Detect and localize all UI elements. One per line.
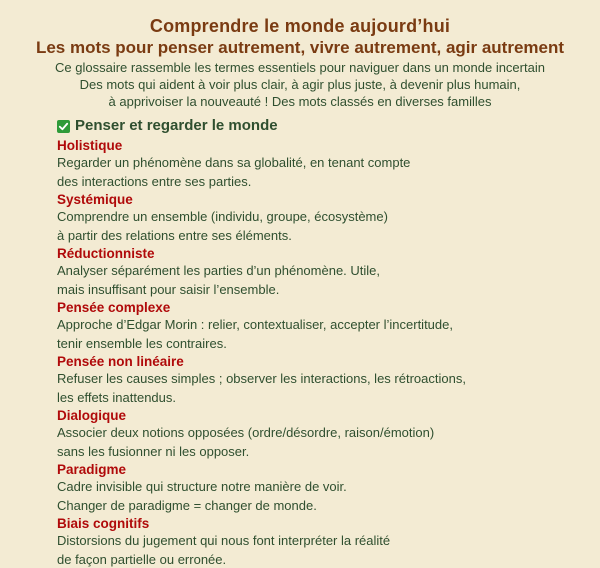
term-name: Dialogique [57, 407, 600, 424]
term-biais-cognitifs [57, 515, 600, 568]
term-definition-line: Approche d’Edgar Morin : relier, contextualiser, accepter l’incertitude, [57, 316, 600, 334]
term-name: Pensée non linéaire [57, 353, 600, 370]
term-definition-line: Regarder un phénomène dans sa globalité, en tenant compte [57, 154, 600, 172]
term-definition-line: tenir ensemble les contraires. [57, 335, 600, 353]
term-name: Systémique [57, 191, 600, 208]
term-reductionniste [57, 245, 600, 298]
term-definition-line: Cadre invisible qui structure notre manière de voir. [57, 478, 600, 496]
term-definition-line: Comprendre un ensemble (individu, groupe, écosystème) [57, 208, 600, 226]
term-definition-line: des interactions entre ses parties. [57, 173, 600, 191]
term-systemique [57, 191, 600, 244]
term-paradigme [57, 461, 600, 514]
term-definition-line: Changer de paradigme = changer de monde. [57, 497, 600, 515]
term-dialogique [57, 407, 600, 460]
intro-line-1: Ce glossaire rassemble les termes essentiels pour naviguer dans un monde incertain [0, 59, 600, 76]
term-definition-line: Distorsions du jugement qui nous font interpréter la réalité [57, 532, 600, 550]
term-pensee-complexe [57, 299, 600, 352]
term-definition-line: de façon partielle ou erronée. [57, 551, 600, 568]
section-penser-regarder [57, 116, 600, 568]
term-definition-line: mais insuffisant pour saisir l’ensemble. [57, 281, 600, 299]
terms-list [57, 137, 600, 568]
term-definition-line: sans les fusionner ni les opposer. [57, 443, 600, 461]
term-holistique [57, 137, 600, 190]
section-title-text: Penser et regarder le monde [75, 116, 278, 136]
term-definition-line: Refuser les causes simples ; observer les interactions, les rétroactions, [57, 370, 600, 388]
check-box-icon [57, 120, 70, 133]
term-pensee-non-lineaire [57, 353, 600, 406]
term-definition-line: Associer deux notions opposées (ordre/désordre, raison/émotion) [57, 424, 600, 442]
header [0, 15, 600, 110]
section-title [57, 116, 600, 136]
term-definition-line: à partir des relations entre ses éléments. [57, 227, 600, 245]
term-name: Holistique [57, 137, 600, 154]
term-name: Réductionniste [57, 245, 600, 262]
term-name: Pensée complexe [57, 299, 600, 316]
term-name: Paradigme [57, 461, 600, 478]
page-subtitle: Les mots pour penser autrement, vivre autrement, agir autrement [0, 37, 600, 59]
page-title: Comprendre le monde aujourd’hui [0, 15, 600, 37]
intro-line-3: à apprivoiser la nouveauté ! Des mots classés en diverses familles [0, 93, 600, 110]
intro-line-2: Des mots qui aident à voir plus clair, à agir plus juste, à devenir plus humain, [0, 76, 600, 93]
term-definition-line: les effets inattendus. [57, 389, 600, 407]
term-name: Biais cognitifs [57, 515, 600, 532]
term-definition-line: Analyser séparément les parties d’un phénomène. Utile, [57, 262, 600, 280]
